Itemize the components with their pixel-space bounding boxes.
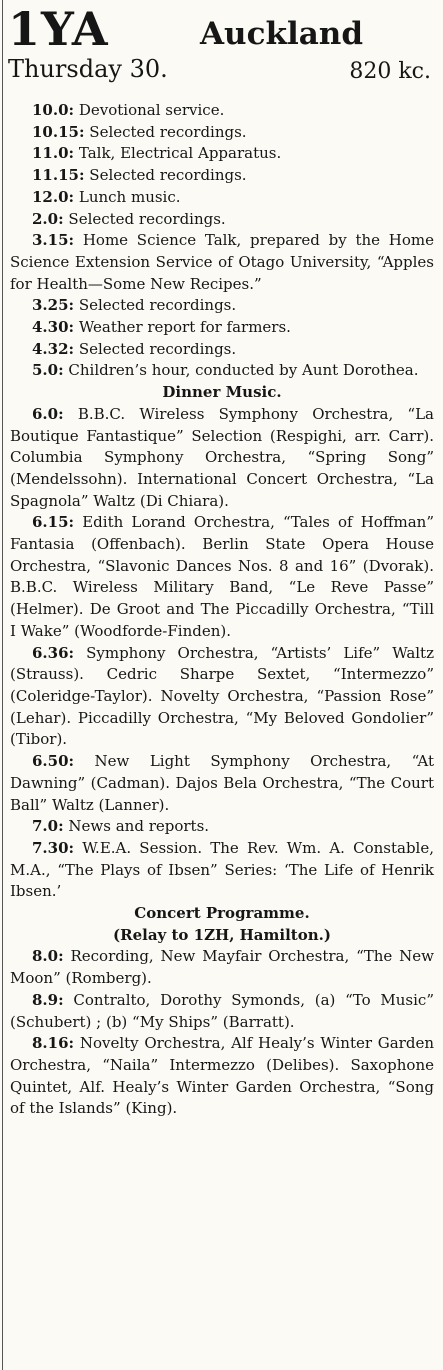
programme-description: News and reports. — [68, 817, 210, 836]
programme-description: B.B.C. Wireless Symphony Orchestra, “La Boutique Fantastique” Selection (Respighi, arr. Carr). Columbia Symphony Orchestra, “Spring Song” (Mendelssohn). International Concert Orchestra, “La Spagnola” Waltz (Di Chiara). — [10, 404, 434, 510]
programme-time: 3.15: — [32, 231, 75, 250]
programme-description: Talk, Electrical Apparatus. — [78, 144, 282, 163]
programme-time: 11.0: — [32, 144, 75, 163]
programme-item — [10, 187, 434, 209]
programme-item — [10, 404, 434, 513]
programme-description: Devotional service. — [78, 101, 225, 119]
programme-time: 7.30: — [32, 838, 75, 857]
station-city: Auckland — [200, 16, 364, 52]
programme-time: 8.9: — [32, 990, 64, 1009]
programme-description: Edith Lorand Orchestra, “Tales of Hoffman” Fantasia (Offenbach). Berlin State Opera House Orchestra, “Slavonic Dances Nos. 8 and 16” (Dvorak). B.B.C. Wireless Military Band, “Le Reve Passe” (Helmer). De Groot and The Piccadilly Orchestra, “Till I Wake” (Woodforde-Finden). — [10, 513, 434, 640]
programme-description: W.E.A. Session. The Rev. Wm. A. Constable, M.A., “The Plays of Ibsen” Series: ‘The Life of Henrik Ibsen.’ — [10, 838, 434, 901]
programme-item — [10, 143, 434, 165]
programme-time: 12.0: — [32, 187, 75, 206]
left-column-rule — [2, 0, 3, 1370]
programme-item — [10, 643, 434, 752]
programme-description: Selected recordings. — [68, 209, 226, 228]
programme-description: Home Science Talk, prepared by the Home Science Extension Service of Otago University, “Apples for Health—Some New Recipes.” — [10, 231, 434, 293]
programme-description: Selected recordings. — [78, 339, 237, 358]
programme-description: Lunch music. — [78, 187, 181, 206]
programme-item — [10, 990, 434, 1033]
programme-time: 6.15: — [32, 513, 75, 532]
concert-programme-heading: Concert Programme. — [134, 904, 310, 923]
programme-description: Selected recordings. — [89, 166, 247, 185]
programme-time: 5.0: — [32, 361, 64, 380]
programme-item — [10, 946, 434, 989]
programme-item — [10, 751, 434, 816]
programme-time: 8.0: — [32, 947, 64, 966]
programme-listing — [10, 100, 434, 1120]
concert-programme — [10, 946, 434, 1120]
daytime-programme — [10, 100, 434, 382]
programme-item — [10, 209, 434, 231]
programme-item — [10, 100, 434, 122]
programme-description: Contralto, Dorothy Symonds, (a) “To Music” (Schubert) ; (b) “My Ships” (Barratt). — [10, 990, 434, 1031]
programme-item — [10, 230, 434, 295]
programme-item — [10, 122, 434, 144]
programme-item — [10, 165, 434, 187]
programme-item — [10, 360, 434, 382]
programme-time: 11.15: — [32, 166, 85, 185]
station-callsign: 1YA — [8, 2, 109, 56]
programme-time: 3.25: — [32, 296, 75, 315]
dinner-programme — [10, 404, 434, 903]
programme-item — [10, 838, 434, 903]
listing-header — [0, 0, 443, 98]
programme-description: Selected recordings. — [89, 122, 247, 141]
programme-description: Children’s hour, conducted by Aunt Dorothea. — [68, 361, 419, 380]
broadcast-day: Thursday 30. — [8, 55, 168, 83]
programme-time: 7.0: — [32, 817, 64, 836]
relay-heading: (Relay to 1ZH, Hamilton.) — [113, 925, 331, 944]
programme-time: 8.16: — [32, 1034, 75, 1053]
programme-description: New Light Symphony Orchestra, “At Dawning” (Cadman). Dajos Bela Orchestra, “The Court Ball” Waltz (Lanner). — [10, 752, 434, 814]
programme-description: Selected recordings. — [78, 296, 237, 315]
programme-description: Symphony Orchestra, “Artists’ Life” Waltz (Strauss). Cedric Sharpe Sextet, “Intermezzo” (Coleridge-Taylor). Novelty Orchestra, “Passion Rose” (Lehar). Piccadilly Orchestra, “My Beloved Gondolier” (Tibor). — [10, 643, 434, 749]
programme-description: Recording, New Mayfair Orchestra, “The New Moon” (Romberg). — [10, 947, 434, 988]
programme-time: 4.32: — [32, 339, 75, 358]
programme-item — [10, 339, 434, 361]
programme-item — [10, 816, 434, 838]
dinner-music-heading: Dinner Music. — [162, 383, 282, 402]
programme-description: Novelty Orchestra, Alf Healy’s Winter Garden Orchestra, “Naila” Intermezzo (Delibes). Saxophone Quintet, Alf. Healy’s Winter Garden Orchestra, “Song of the Islands” (King). — [10, 1034, 434, 1118]
station-frequency: 820 kc. — [349, 59, 431, 84]
programme-time: 10.0: — [32, 101, 75, 119]
programme-time: 10.15: — [32, 122, 85, 141]
programme-time: 6.50: — [32, 752, 75, 771]
programme-time: 6.36: — [32, 643, 75, 662]
programme-time: 2.0: — [32, 209, 64, 228]
programme-time: 6.0: — [32, 404, 64, 423]
programme-item — [10, 512, 434, 642]
programme-item — [10, 1033, 434, 1120]
programme-time: 4.30: — [32, 318, 75, 337]
programme-description: Weather report for farmers. — [78, 318, 291, 337]
programme-item — [10, 317, 434, 339]
programme-item — [10, 295, 434, 317]
